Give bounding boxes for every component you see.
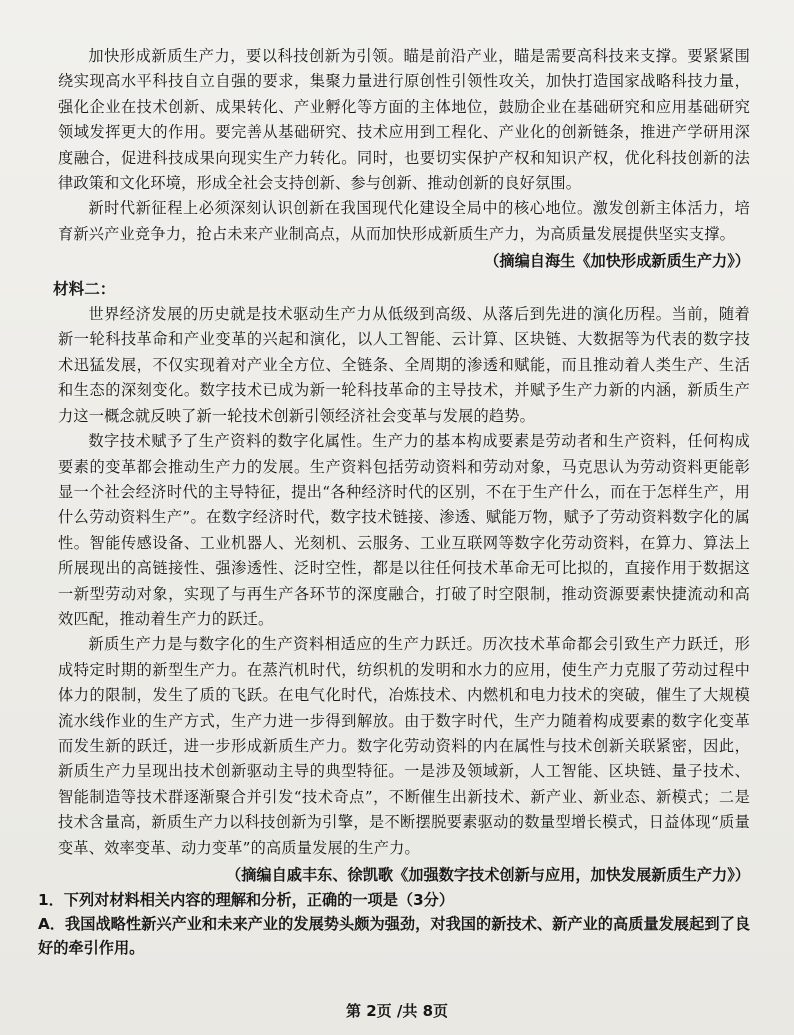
material-two	[53, 277, 750, 889]
material-two-source: （摘编自戚丰东、徐凯歌《加强数字技术创新与应用，加快发展新质生产力》）	[226, 866, 750, 884]
material-two-heading: 材料二：	[53, 279, 116, 298]
material-one	[58, 44, 750, 275]
material-two-paragraph-2: 数字技术赋予了生产资料的数字化属性。生产力的基本构成要素是劳动者和生产资料，任何构成要素的变革都会推动生产力的发展。生产资料包括劳动资料和劳动对象，马克思认为劳动资料更能彰显一个社会经济时代的主导特征，提出“各种经济时代的区别，不在于生产什么，而在于怎样生产，用什么劳动资料生产”。在数字经济时代，数字技术链接、渗透、赋能万物，赋予了劳动资料数字化的属性。智能传感设备、工业机器人、光刻机、云服务、工业互联网等数字化劳动资料，在算力、算法上所展现出的高链接性、强渗透性、泛时空性，都是以往任何技术革命无可比拟的，直接作用于数据这一新型劳动对象，实现了与再生产各环节的深度融合，打破了时空限制，推动资源要素快捷流动和高效匹配，推动着生产力的跃迁。	[58, 432, 750, 628]
material-one-source: （摘编自海生《加快形成新质生产力》）	[484, 252, 750, 271]
material-two-paragraph-1: 世界经济发展的历史就是技术驱动生产力从低级到高级、从落后到先进的演化历程。当前，随着新一轮科技革命和产业变革的兴起和演化，以人工智能、云计算、区块链、大数据等为代表的数字技术迅猛发展，不仅实现着对产业全方位、全链条、全周期的渗透和赋能，而且推动着人类生产、生活和生态的深刻变化。数字技术已成为新一轮科技革命的主导技术，并赋予生产力新的内涵，新质生产力这一概念就反映了新一轮技术创新引领经济社会变革与发展的趋势。	[58, 305, 750, 425]
question-one	[38, 888, 750, 960]
question-stem: 1．下列对材料相关内容的理解和分析，正确的一项是（3分）	[38, 891, 455, 910]
question-option-a: A．我国战略性新兴产业和未来产业的发展势头颇为强劲，对我国的新技术、新产业的高质量发展起到了良好的牵引作用。	[38, 915, 750, 958]
page-number: 第 2页 /共 8页	[345, 1002, 449, 1020]
material-two-paragraph-3: 新质生产力是与数字化的生产资料相适应的生产力跃迁。历次技术革命都会引致生产力跃迁，形成特定时期的新型生产力。在蒸汽机时代，纺织机的发明和水力的应用，使生产力克服了劳动过程中体力的限制，发生了质的飞跃。在电气化时代，冶炼技术、内燃机和电力技术的突破，催生了大规模流水线作业的生产方式，生产力进一步得到解放。由于数字时代，生产力随着构成要素的数字化变革而发生新的跃迁，进一步形成新质生产力。数字化劳动资料的内在属性与技术创新关联紧密，因此，新质生产力呈现出技术创新驱动主导的典型特征。一是涉及领域新，人工智能、区块链、量子技术、智能制造等技术群逐渐聚合并引发“技术奇点”，不断催生出新技术、新产业、新业态、新模式；二是技术含量高，新质生产力以科技创新为引擎，是不断摆脱要素驱动的数量型增长模式，日益体现“质量变革、效率变革、动力变革”的高质量发展的生产力。	[58, 635, 750, 857]
material-one-paragraph-1: 加快形成新质生产力，要以科技创新为引领。瞄是前沿产业，瞄是需要高科技来支撑。要紧紧围绕实现高水平科技自立自强的要求，集聚力量进行原创性引领性攻关，加快打造国家战略科技力量，强化企业在技术创新、成果转化、产业孵化等方面的主体地位，鼓励企业在基础研究和应用基础研究领域发挥更大的作用。要完善从基础研究、技术应用到工程化、产业化的创新链条，推进产学研用深度融合，促进科技成果向现实生产力转化。同时，也要切实保护产权和知识产权，优化科技创新的法律政策和文化环境，形成全社会支持创新、参与创新、推动创新的良好氛围。	[58, 47, 750, 193]
material-one-paragraph-2: 新时代新征程上必须深刻认识创新在我国现代化建设全局中的核心地位。激发创新主体活力，培育新兴产业竞争力，抢占未来产业制高点，从而加快形成新质生产力，为高质量发展提供坚实支撑。	[58, 199, 750, 243]
